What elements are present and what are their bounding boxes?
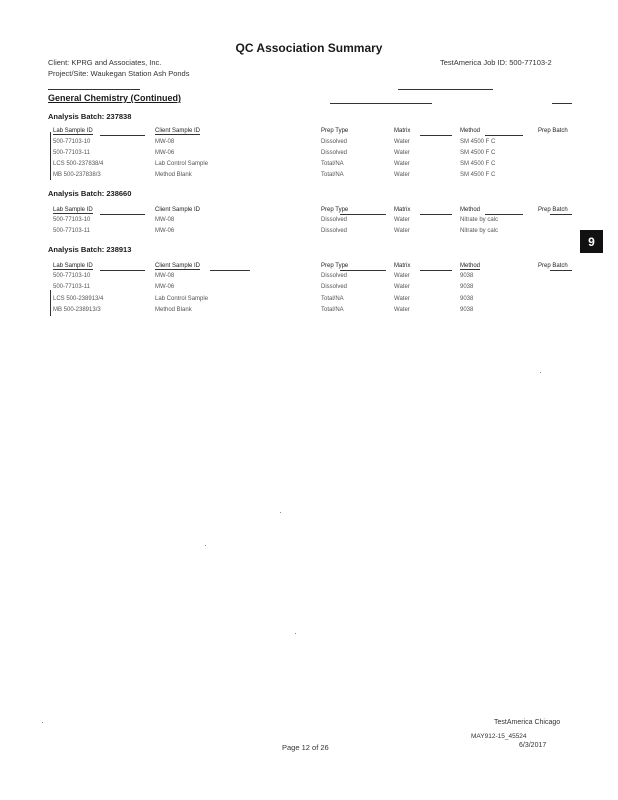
- prep-type: Dissolved: [321, 284, 348, 290]
- matrix: Water: [394, 273, 410, 279]
- col-prep-type: Prep Type: [321, 263, 349, 269]
- method: Nitrate by calc: [460, 217, 499, 223]
- header-rule: [100, 270, 145, 271]
- client-sample-id: Method Blank: [155, 307, 192, 313]
- matrix: Water: [394, 150, 410, 156]
- lab-sample-id: 500-77103-10: [53, 273, 91, 279]
- col-lab-sample-id: Lab Sample ID: [53, 263, 93, 269]
- client-sample-id: MW-06: [155, 150, 175, 156]
- job-id: TestAmerica Job ID: 500-77103-2: [440, 58, 552, 67]
- client-sample-id: Lab Control Sample: [155, 296, 209, 302]
- scan-speck: [280, 512, 281, 513]
- lab-sample-id: 500-77103-10: [53, 217, 91, 223]
- matrix: Water: [394, 139, 410, 145]
- client-sample-id: Lab Control Sample: [155, 161, 209, 167]
- matrix: Water: [394, 172, 410, 178]
- prep-type: Dissolved: [321, 217, 348, 223]
- lab-sample-id: 500-77103-11: [53, 150, 90, 156]
- header-rule: [420, 270, 452, 271]
- matrix: Water: [394, 284, 410, 290]
- matrix: Water: [394, 217, 410, 223]
- lab-sample-id: 500-77103-11: [53, 284, 90, 290]
- page-number: Page 12 of 26: [282, 743, 329, 752]
- col-prep-type: Prep Type: [321, 128, 349, 134]
- matrix: Water: [394, 296, 410, 302]
- method: 9038: [460, 273, 474, 279]
- col-method: Method: [460, 207, 481, 213]
- header-rule: [420, 135, 452, 136]
- client-sample-id: MW-06: [155, 228, 175, 234]
- batch-label: Analysis Batch: 238660: [48, 189, 132, 198]
- method: Nitrate by calc: [460, 228, 499, 234]
- method: 9038: [460, 284, 474, 290]
- footer-doc-id: MAY912-15_45524: [471, 733, 527, 740]
- prep-type: Dissolved: [321, 228, 348, 234]
- client-sample-id: MW-06: [155, 284, 175, 290]
- lab-sample-id: 500-77103-11: [53, 228, 90, 234]
- method: SM 4500 F C: [460, 161, 496, 167]
- method: SM 4500 F C: [460, 139, 496, 145]
- client-name: Client: KPRG and Associates, Inc.: [48, 58, 162, 67]
- matrix: Water: [394, 307, 410, 313]
- batch-label: Analysis Batch: 237838: [48, 112, 132, 121]
- section-rule-mid: [330, 103, 432, 104]
- prep-type: Total/NA: [321, 161, 344, 167]
- header-rule: [340, 214, 386, 215]
- section-rule-right: [552, 103, 572, 104]
- col-prep-batch: Prep Batch: [538, 263, 568, 269]
- col-prep-type: Prep Type: [321, 207, 349, 213]
- lab-sample-id: MB 500-238913/3: [53, 307, 101, 313]
- prep-type: Dissolved: [321, 139, 348, 145]
- scan-speck: [42, 722, 43, 723]
- header-rule-right: [398, 89, 493, 90]
- prep-type: Total/NA: [321, 307, 344, 313]
- method: SM 4500 F C: [460, 172, 496, 178]
- header-rule: [550, 214, 572, 215]
- client-sample-id: MW-08: [155, 273, 175, 279]
- section-title: General Chemistry (Continued): [48, 93, 182, 103]
- method: SM 4500 F C: [460, 150, 496, 156]
- project-site: Project/Site: Waukegan Station Ash Ponds: [48, 69, 190, 78]
- header-rule: [420, 214, 452, 215]
- col-matrix: Matrix: [394, 128, 411, 134]
- header-rule: [550, 270, 572, 271]
- lab-sample-id: 500-77103-10: [53, 139, 91, 145]
- client-sample-id: MW-08: [155, 217, 175, 223]
- footer-date: 6/3/2017: [519, 742, 547, 749]
- prep-type: Dissolved: [321, 150, 348, 156]
- batch-label: Analysis Batch: 238913: [48, 245, 132, 254]
- method: 9038: [460, 307, 474, 313]
- col-lab-sample-id: Lab Sample ID: [53, 128, 93, 134]
- col-matrix: Matrix: [394, 263, 411, 269]
- lab-sample-id: LCS 500-237838/4: [53, 161, 104, 167]
- col-prep-batch: Prep Batch: [538, 128, 568, 134]
- col-prep-batch: Prep Batch: [538, 207, 568, 213]
- scan-speck: [295, 633, 296, 634]
- margin-rule: [50, 132, 51, 180]
- footer-company: TestAmerica Chicago: [494, 719, 561, 726]
- section-tab: 9: [580, 230, 603, 253]
- col-method: Method: [460, 263, 481, 269]
- client-sample-id: Method Blank: [155, 172, 192, 178]
- col-method: Method: [460, 128, 481, 134]
- client-sample-id: MW-08: [155, 139, 175, 145]
- header-rule: [340, 270, 386, 271]
- prep-type: Total/NA: [321, 172, 344, 178]
- col-client-sample-id: Client Sample ID: [155, 263, 201, 269]
- method: 9038: [460, 296, 474, 302]
- lab-sample-id: LCS 500-238913/4: [53, 296, 104, 302]
- col-client-sample-id: Client Sample ID: [155, 128, 201, 134]
- scan-speck: [205, 545, 206, 546]
- lab-sample-id: MB 500-237838/3: [53, 172, 101, 178]
- header-rule-left: [48, 89, 140, 90]
- header-rule: [100, 135, 145, 136]
- header-rule: [210, 270, 250, 271]
- header-rule: [485, 214, 523, 215]
- page-title: QC Association Summary: [235, 41, 383, 55]
- prep-type: Total/NA: [321, 296, 344, 302]
- col-lab-sample-id: Lab Sample ID: [53, 207, 93, 213]
- header-rule: [485, 135, 523, 136]
- margin-rule: [50, 290, 51, 316]
- header-rule: [100, 214, 145, 215]
- matrix: Water: [394, 228, 410, 234]
- prep-type: Dissolved: [321, 273, 348, 279]
- scan-speck: [540, 372, 541, 373]
- col-matrix: Matrix: [394, 207, 411, 213]
- matrix: Water: [394, 161, 410, 167]
- col-client-sample-id: Client Sample ID: [155, 207, 201, 213]
